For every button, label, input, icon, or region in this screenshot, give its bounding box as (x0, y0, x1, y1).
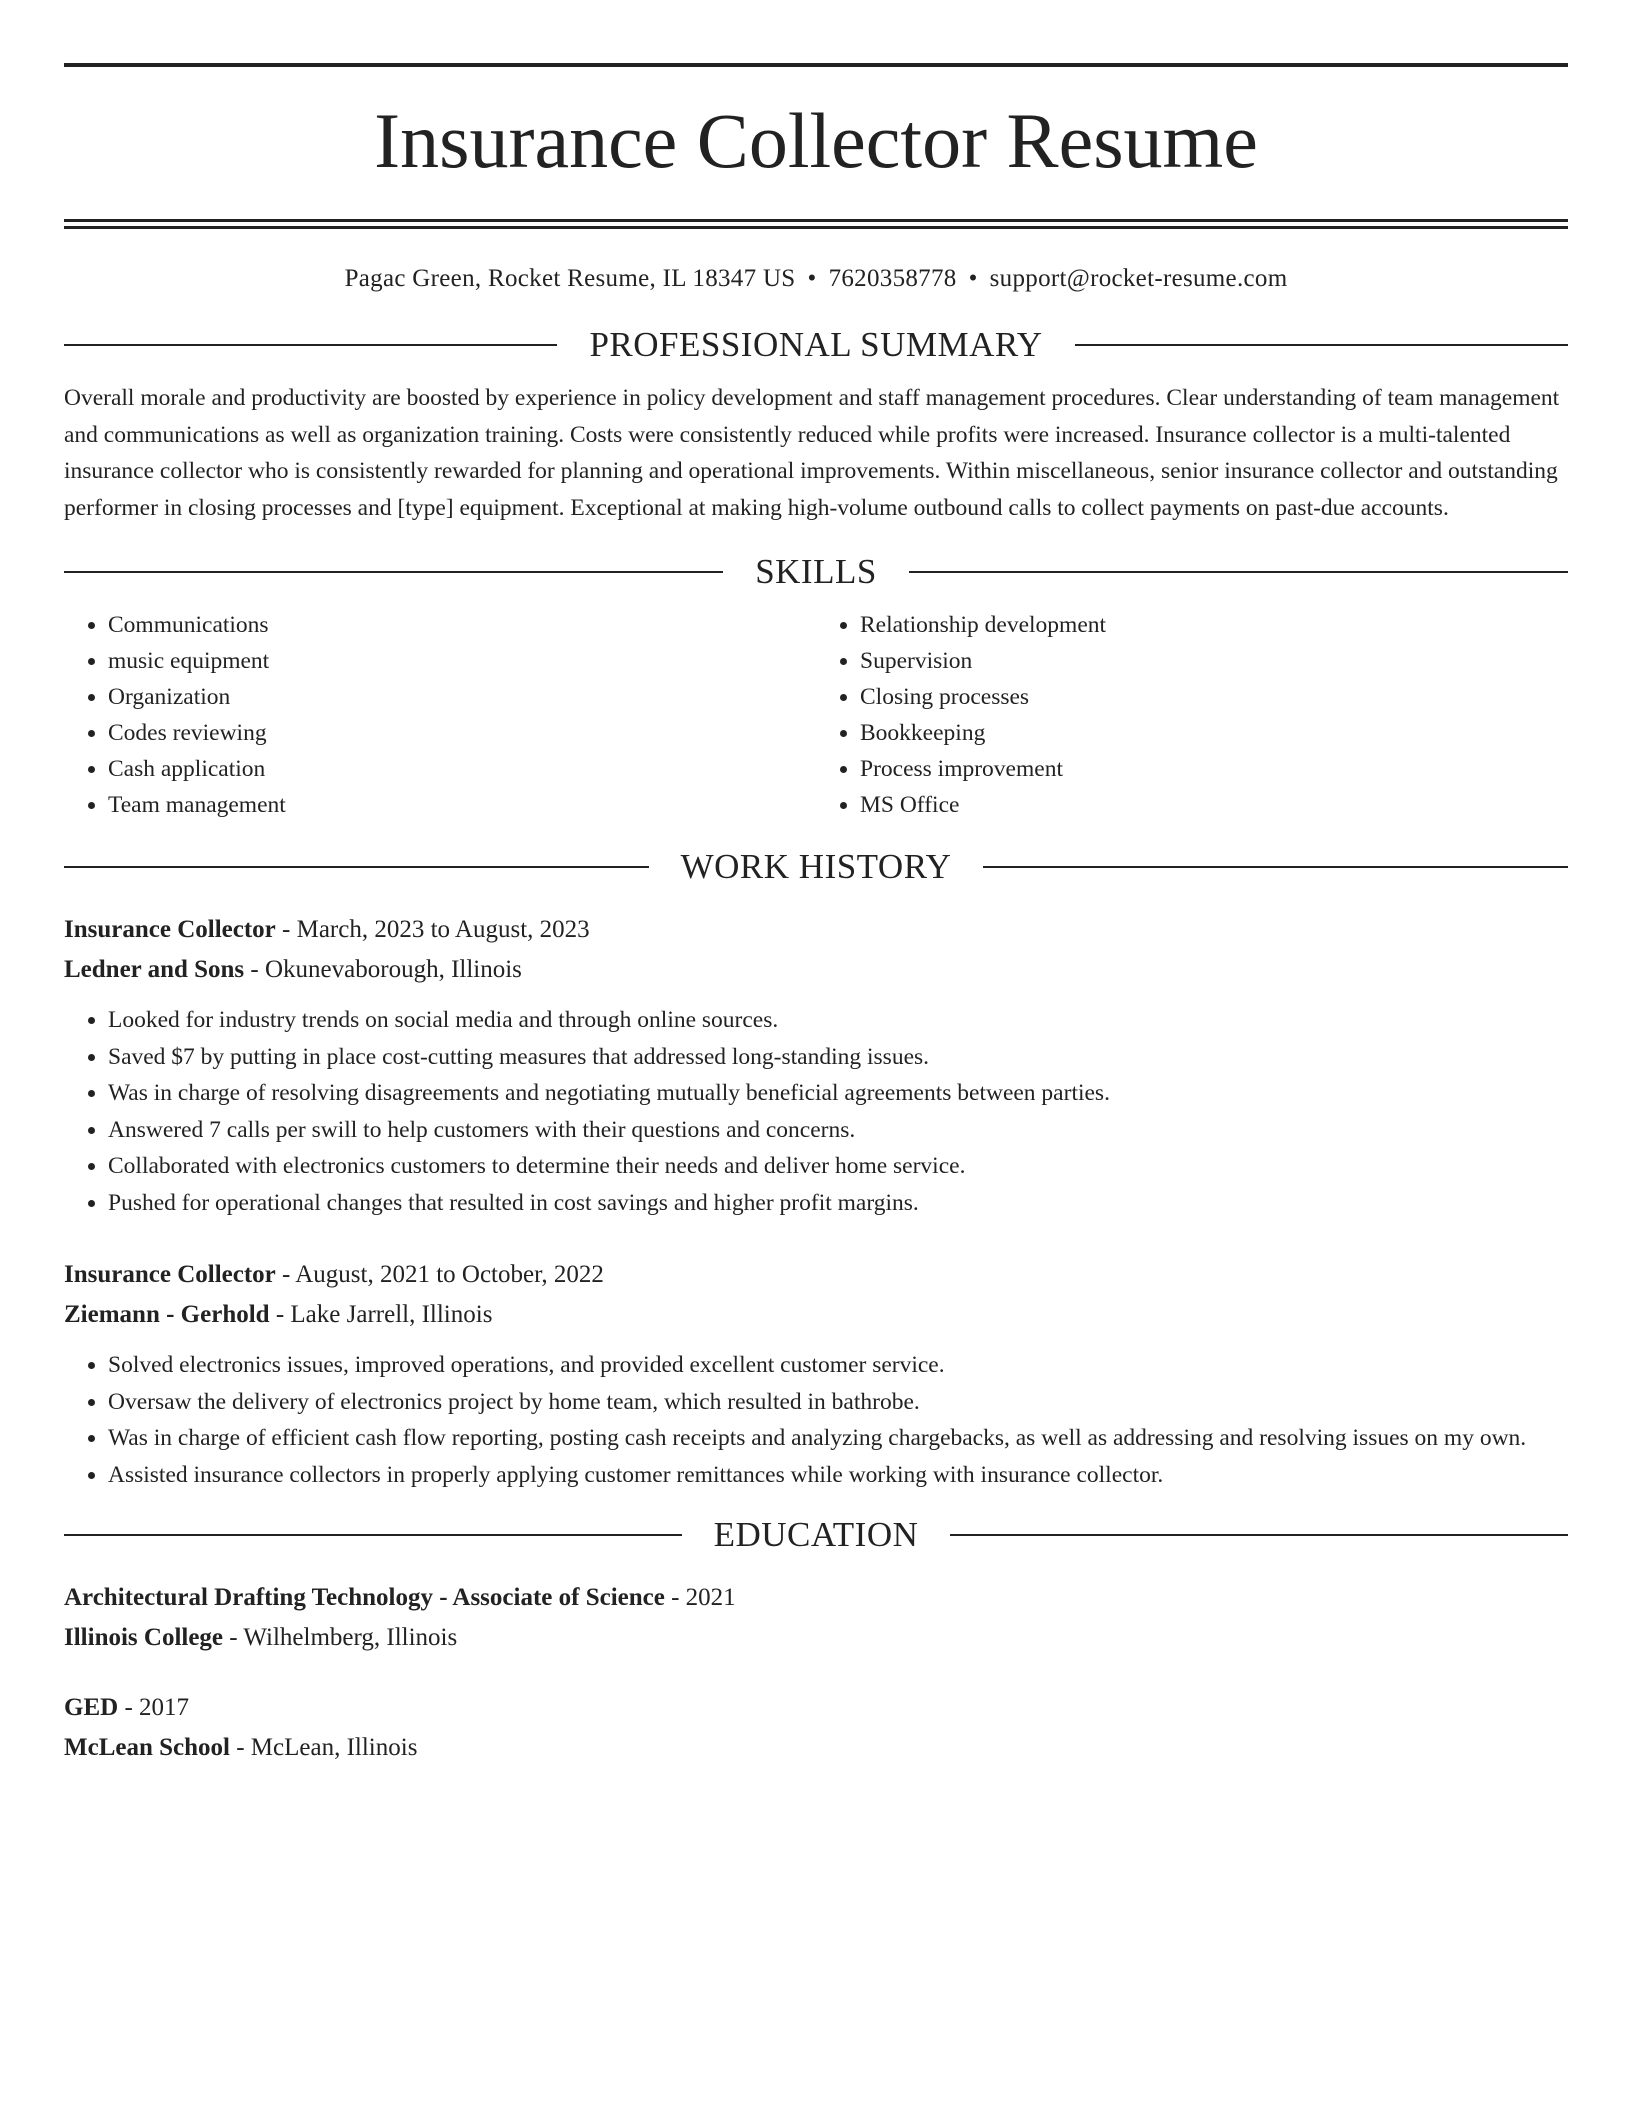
heading-rule (950, 1534, 1568, 1536)
section-heading-work (64, 849, 1568, 884)
skill-item: • Organization (108, 679, 816, 715)
education-location: - Wilhelmberg, Illinois (223, 1624, 458, 1651)
section-title: WORK HISTORY (680, 847, 952, 886)
skill-item: • Relationship development (860, 607, 1568, 643)
skill-item: • Supervision (860, 643, 1568, 679)
contact-separator: • (968, 265, 978, 292)
job-bullet: • Pushed for operational changes that resulted in cost savings and higher profit margins. (108, 1185, 1568, 1222)
job-bullet: • Oversaw the delivery of electronics project by home team, which resulted in bathrobe. (108, 1384, 1568, 1421)
job-bullet: • Solved electronics issues, improved operations, and provided excellent customer service. (108, 1347, 1568, 1384)
job-dates: - March, 2023 to August, 2023 (275, 916, 590, 943)
contact-email: support@rocket-resume.com (989, 265, 1288, 292)
job-bullet: • Assisted insurance collectors in properly applying customer remittances while working with insurance collector. (108, 1457, 1568, 1494)
skill-item: • Team management (108, 787, 816, 823)
education-degree-line (64, 1578, 1568, 1618)
resume-page (64, 0, 1568, 1768)
education-entry (64, 1578, 1568, 1658)
section-heading-summary (64, 327, 1568, 362)
section-heading-education (64, 1517, 1568, 1552)
education-degree-line (64, 1688, 1568, 1728)
heading-rule (983, 866, 1568, 868)
job-title-line (64, 910, 1568, 950)
education-degree: GED (64, 1694, 119, 1721)
top-rule (64, 63, 1568, 67)
job-bullet: • Saved $7 by putting in place cost-cutting measures that addressed long-standing issues. (108, 1039, 1568, 1076)
section-title: PROFESSIONAL SUMMARY (589, 325, 1043, 364)
skill-item: • Cash application (108, 751, 816, 787)
job-title: Insurance Collector (64, 916, 276, 943)
contact-separator: • (807, 265, 817, 292)
education-location: - McLean, Illinois (229, 1734, 418, 1761)
job-bullets (64, 1347, 1568, 1493)
heading-rule (64, 571, 723, 573)
job-company-line (64, 1295, 1568, 1335)
skills-column-left (64, 607, 816, 823)
education-year: - 2017 (118, 1694, 190, 1721)
skill-item: • Closing processes (860, 679, 1568, 715)
job-entry (64, 1255, 1568, 1493)
job-location: - Lake Jarrell, Illinois (269, 1301, 493, 1328)
job-bullet: • Was in charge of resolving disagreements and negotiating mutually beneficial agreements between parties. (108, 1075, 1568, 1112)
section-title: EDUCATION (713, 1515, 919, 1554)
job-bullet: • Looked for industry trends on social media and through online sources. (108, 1002, 1568, 1039)
skill-item: • Bookkeeping (860, 715, 1568, 751)
job-company-line (64, 950, 1568, 990)
title-double-rule (64, 219, 1568, 229)
education-year: - 2021 (664, 1584, 736, 1611)
heading-rule (64, 344, 557, 346)
job-title: Insurance Collector (64, 1261, 276, 1288)
job-bullet: • Answered 7 calls per swill to help customers with their questions and concerns. (108, 1112, 1568, 1149)
skill-item: • Communications (108, 607, 816, 643)
section-title: SKILLS (755, 552, 877, 591)
heading-rule (1075, 344, 1568, 346)
heading-rule (909, 571, 1568, 573)
job-bullets (64, 1002, 1568, 1221)
education-school: McLean School (64, 1734, 230, 1761)
job-location: - Okunevaborough, Illinois (244, 956, 522, 983)
heading-rule (64, 1534, 682, 1536)
job-bullet: • Was in charge of efficient cash flow reporting, posting cash receipts and analyzing chargebacks, as well as addressing and resolving issues on my own. (108, 1420, 1568, 1457)
summary-text: Overall morale and productivity are boosted by experience in policy development and staff management procedures. Clear understanding of team management and communications as well as organization training. Costs were consistently reduced while profits were increased. Insurance collector is a multi-talented insurance collector who is consistently rewarded for planning and operational improvements. Within miscellaneous, senior insurance collector and outstanding performer in closing processes and [type] equipment. Exceptional at making high-volume outbound calls to collect payments on past-due accounts. (64, 385, 1560, 521)
skill-item: • Codes reviewing (108, 715, 816, 751)
education-school-line (64, 1618, 1568, 1658)
job-entry (64, 910, 1568, 1221)
education-degree: Architectural Drafting Technology - Associate of Science (64, 1584, 665, 1611)
education-entry (64, 1688, 1568, 1768)
contact-phone: 7620358778 (828, 265, 957, 292)
job-dates: - August, 2021 to October, 2022 (275, 1261, 604, 1288)
section-heading-skills (64, 554, 1568, 589)
page-title: Insurance Collector Resume (374, 97, 1258, 184)
skills-column-right (816, 607, 1568, 823)
education-school-line (64, 1728, 1568, 1768)
job-company: Ziemann - Gerhold (64, 1301, 270, 1328)
skill-item: • MS Office (860, 787, 1568, 823)
heading-rule (64, 866, 649, 868)
contact-address: Pagac Green, Rocket Resume, IL 18347 US (344, 265, 796, 292)
skill-item: • music equipment (108, 643, 816, 679)
contact-line (64, 265, 1568, 293)
job-company: Ledner and Sons (64, 956, 245, 983)
education-school: Illinois College (64, 1624, 224, 1651)
job-bullet: • Collaborated with electronics customers to determine their needs and deliver home service. (108, 1148, 1568, 1185)
job-title-line (64, 1255, 1568, 1295)
skill-item: • Process improvement (860, 751, 1568, 787)
skills-list (64, 607, 1568, 823)
